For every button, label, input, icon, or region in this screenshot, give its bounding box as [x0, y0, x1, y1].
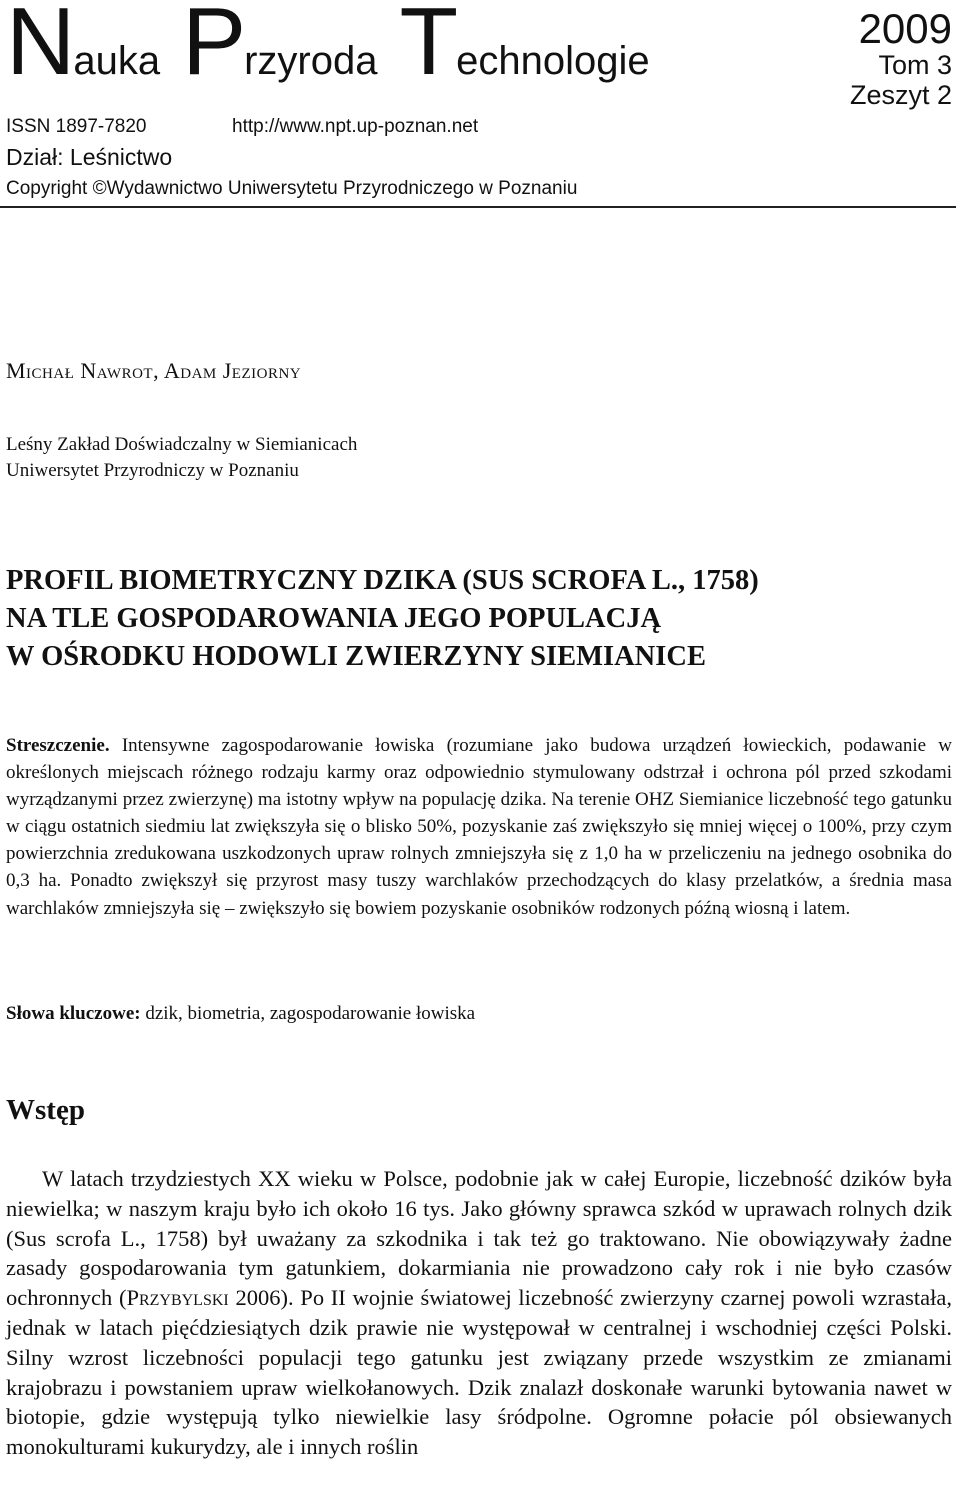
affiliation-line: Leśny Zakład Doświadczalny w Siemianicach [6, 434, 358, 455]
journal-issue: Zeszyt 2 [849, 79, 952, 110]
journal-title-word-nauka: auka [73, 39, 161, 83]
copyright-notice: Copyright ©Wydawnictwo Uniwersytetu Przyrodniczego w Poznaniu [6, 178, 578, 199]
journal-section: Dział: Leśnictwo [6, 144, 173, 170]
keywords-label: Słowa kluczowe: [6, 1003, 141, 1024]
article-title-line: W OŚRODKU HODOWLI ZWIERZYNY SIEMIANICE [6, 641, 706, 672]
article-title [6, 562, 946, 676]
article-title-line: NA TLE GOSPODAROWANIA JEGO POPULACJĄ [6, 603, 662, 634]
citation-author: Przybylski [126, 1285, 229, 1311]
journal-title [6, 0, 672, 95]
abstract-text: Intensywne zagospodarowanie łowiska (rozumiane jako budowa urządzeń łowieckich, podawanie w określonych miejscach różnego rodzaju karmy oraz odpowiednio stymulowany odstrzał i ochrona pól przed szkodami wyrządzanymi przez zwierzynę) ma istotny wpływ na populację dzika. Na terenie OHZ Siemianice liczebność tego gatunku w ciągu ostatnich siedmiu lat zwiększyła się o blisko 50%, pozyskanie zaś zwiększyło się mniej więcej o 100%, przy czym powierzchnia zredukowana uszkodzonych upraw rolnych zmniejszyła się z 1,0 ha w przeliczeniu na jednego osobnika do 0,3 ha. Ponadto zwiększył się przyrost masy tuszy warchlaków przechodzących do klasy przelatków, a średnia masa warchlaków zmniejszyła się – zwiększyło się bowiem pozyskanie osobników rodzonych późną wiosną i latem. [6, 735, 952, 919]
article-title-line: PROFIL BIOMETRYCZNY DZIKA (SUS SCROFA L., 1758) [6, 565, 759, 596]
volume-block [850, 6, 952, 110]
abstract [6, 732, 952, 922]
article-authors: Michał Nawrot, Adam Jeziorny [6, 358, 302, 383]
journal-title-initial-p: P [182, 0, 245, 95]
abstract-label: Streszczenie. [6, 735, 110, 756]
intro-paragraph [6, 1164, 952, 1462]
intro-text: W latach trzydziestych XX wieku w Polsce, podobnie jak w całej Europie, liczebność dzików była niewielka; w naszym kraju było ich około 16 tys. Jako główny sprawca szkód w uprawach rolnych dzik (Sus scrofa L., 1758) był uważany za szkodnika i tak też go traktowano. Nie obowiązywały żadne zasady gospodarowania tym gatunkiem, dokarmiania nie prowadzono cały rok i nie było czasów ochronnych ( [6, 1166, 952, 1311]
keywords-text: dzik, biometria, zagospodarowanie łowiska [145, 1003, 476, 1024]
journal-volume: Tom 3 [878, 50, 952, 81]
issn: ISSN 1897-7820 [6, 116, 147, 137]
journal-title-initial-n: N [6, 0, 74, 95]
keywords [6, 1003, 475, 1025]
header-divider [0, 206, 956, 208]
journal-title-initial-t: T [399, 0, 457, 95]
journal-year: 2009 [858, 5, 952, 52]
intro-text: 2006). Po II wojnie światowej liczebność zwierzyny czarnej powoli wzrastała, jednak w latach pięćdziesiątych dzik prawie nie występował w centralnej i wschodniej części Polski. Silny wzrost liczebności populacji tego gatunku jest związany przede wszystkim ze zmianami krajobrazu i powstaniem upraw wielkołanowych. Dzik znalazł doskonałe warunki bytowania nawet w biotopie, gdzie występują tylko niewielkie lasy śródpolne. Ogromne połacie pól obsiewanych monokulturami kukurydzy, ale i innych roślin [6, 1285, 952, 1460]
journal-title-word-przyroda: rzyroda [244, 39, 378, 83]
journal-url-link[interactable]: http://www.npt.up-poznan.net [232, 116, 479, 137]
affiliation-line: Uniwersytet Przyrodniczy w Poznaniu [6, 460, 299, 481]
journal-title-word-technologie: echnologie [456, 39, 650, 83]
section-heading: Wstęp [6, 1094, 85, 1126]
